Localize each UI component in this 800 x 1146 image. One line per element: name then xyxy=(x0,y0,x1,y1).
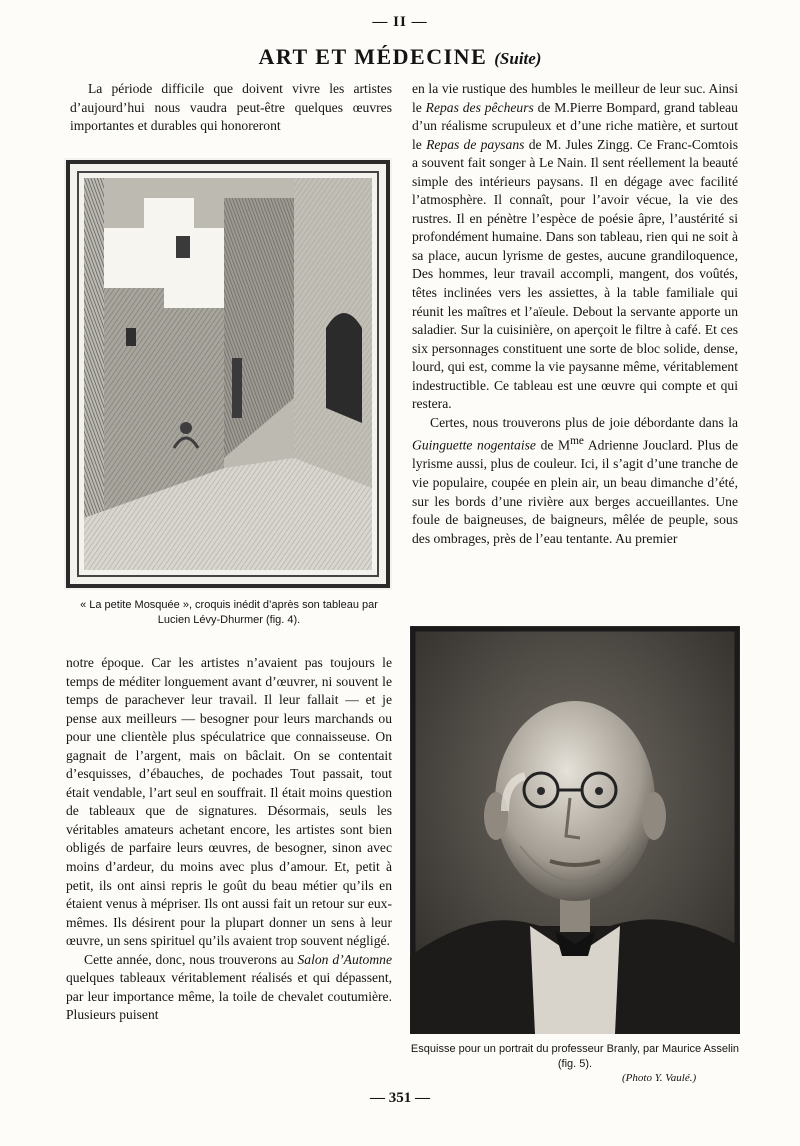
title-sub: (Suite) xyxy=(494,49,542,68)
rustique-text-a: en la vie rustique des humbles le meilleur de leur suc. Ainsi le xyxy=(412,81,738,115)
page-number: — 351 — xyxy=(370,1090,430,1106)
figure-4-caption: « La petite Mosquée », croquis inédit d’après son tableau par Lucien Lévy-Dhurmer (fig. 4). xyxy=(80,599,378,626)
title-main: ART ET MÉDECINE xyxy=(258,44,488,69)
mosque-sketch-image xyxy=(64,158,392,590)
repas-paysans-title: Repas de paysans xyxy=(426,136,525,152)
guinguette-text-a: Certes, nous trouverons plus de joie débordante dans la xyxy=(430,414,738,430)
salon-text-c: quelques tableaux véritablement réalisés et qui dépassent, par leur importance même, la toile de chevalet coutumière. Plusieurs puisent xyxy=(66,970,392,1023)
intro-paragraph: La période difficile que doivent vivre les artistes d’aujourd’hui nous vaudra peut-être quelques œuvres importantes et durables qui honoreront xyxy=(70,81,392,134)
guinguette-text-c: de M xyxy=(535,437,571,453)
figure-4-frame xyxy=(64,158,392,590)
guinguette-title: Guinguette nogentaise xyxy=(412,437,536,453)
guinguette-text-d: Adrienne Jouclard. Plus de lyrisme aussi, plus de couleur. Ici, il s’agit d’une tranche de vie populaire, coupée en plein air, un beau dimanche d’été, sur les bords d’une rivière aux berges accueillantes. Une foule de baigneuses, de baigneurs, mêlée de peuple, sous des ombrages, près de l’eau tentante. Au premier xyxy=(412,437,738,546)
page-mark: — II — xyxy=(372,14,428,30)
paragraph-salon xyxy=(66,951,392,1025)
madame-superscript: me xyxy=(570,435,584,448)
figure-5-caption: Esquisse pour un portrait du professeur Branly, par Maurice Asselin (fig. 5). xyxy=(410,1043,740,1070)
portrait-branly-image xyxy=(410,626,740,1034)
rustique-text-e: de M. Jules Zingg. Ce Franc-Comtois a souvent fait songer à Le Nain. Il sent réellement la beauté simple des intérieurs paysans. Il en dégage avec facilité l’atmosphère. Il connaît, pour l’avoir vécue, la vie des rustres. Il en pénètre l’espèce de poésie âpre, l’austérité si profondément humaine. Dans son tableau, rien qui ne soit à sa place, aucun lyrisme de gestes, aucune grandiloquence, Des hommes, leur travail accompli, mangent, dos voûtés, têtes inclinées vers les assiettes, à la table familiale qui réunit les maîtres et l’aïeule. Debout la servante apporte un saladier. Sur la cuisinière, on aperçoit le filtre à café. Et ces six personnages constituent une sorte de bloc solide, dense, lourd, qui est, comme la vie paysanne même, véritablement indestructible. Ce tableau est une œuvre qui compte et qui restera. xyxy=(412,136,739,412)
left-column-top xyxy=(70,80,392,136)
salon-text-a: Cette année, donc, nous trouverons au xyxy=(84,951,298,967)
rustique-text-c: de M.Pierre Bompard, grand tableau d’un réalisme scrupuleux et d’une riche matière, et surtout le xyxy=(412,99,738,152)
salon-title: Salon d’Automne xyxy=(297,951,392,967)
photo-credit: (Photo Y. Vaulé.) xyxy=(622,1072,697,1084)
article-title xyxy=(0,44,800,70)
right-column xyxy=(412,80,738,548)
paragraph-rustique xyxy=(412,80,738,414)
paragraph-epoque: notre époque. Car les artistes n’avaient pas toujours le temps de méditer longuement avant d’œuvrer, ni souvent le temps de parachever leur travail. Il leur fallait — et je pense aux meilleurs — besogner pour leurs marchands ou pour une clientèle plus spéculatrice que connaisseuse. On gagnait de l’argent, mais on bâclait. On se contentait d’esquisses, d’ébauches, de pochades Tout passait, tout était vendable, l’art seul en souffrait. Il était moins question de tableaux que de signatures. Désormais, seuls les véritables amateurs achetant encore, les artistes sont bien obligés de parfaire leurs œuvres, de besogner, sinon avec moins d’ardeur, du moins avec plus d’amour. Et, petit à petit, ils ont ainsi repris le goût du beau métier qu’ils en étaient venus à mépriser. Ils ont aussi fait un retour sur eux-mêmes. Ils désirent pour la plupart donner un sens à leur œuvre, un sens spirituel qu’ils avaient trop souvent négligé. xyxy=(66,655,392,949)
repas-pecheurs-title: Repas des pêcheurs xyxy=(425,99,534,115)
left-column-bottom xyxy=(66,654,392,1025)
paragraph-guinguette xyxy=(412,414,738,548)
figure-5-frame xyxy=(410,626,740,1034)
